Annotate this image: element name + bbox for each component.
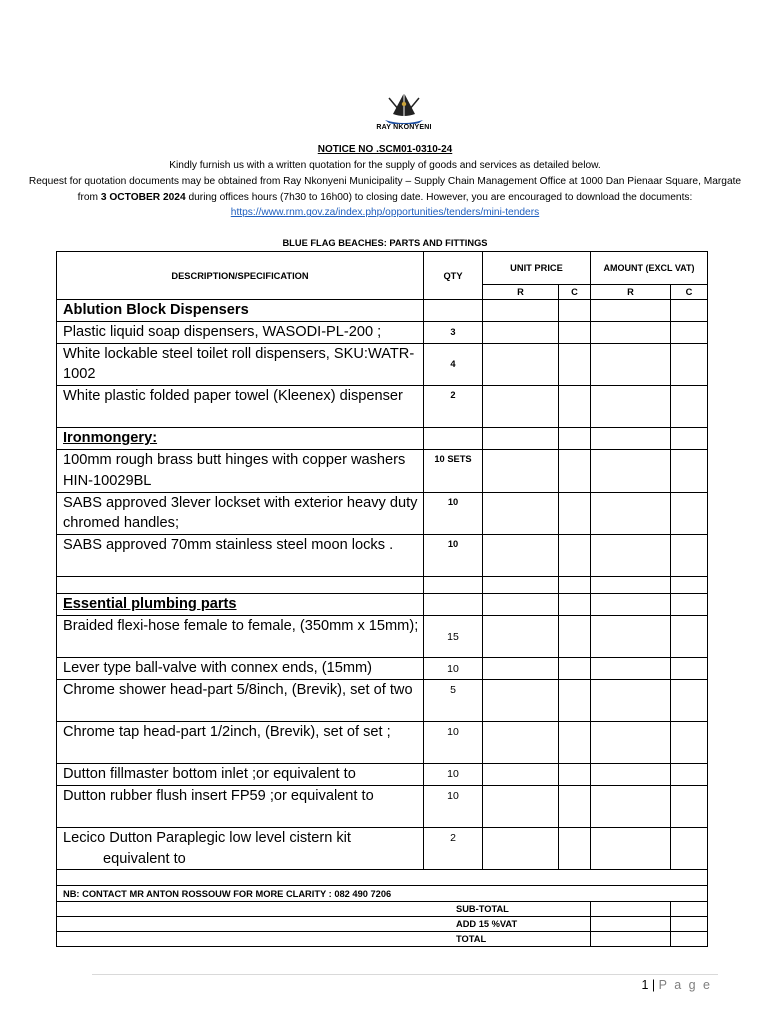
page-label: P a g e <box>658 978 712 992</box>
item-qty: 10 <box>424 785 483 827</box>
table-row <box>57 763 708 785</box>
section-title: Essential plumbing parts <box>57 594 424 616</box>
intro-date: 3 OCTOBER 2024 <box>100 191 186 203</box>
item-qty: 2 <box>424 386 483 428</box>
table-row <box>57 343 708 386</box>
logo-text: RAY NKONYENI <box>376 124 432 131</box>
download-link[interactable]: https://www.rnm.gov.za/index.php/opportunities/tenders/mini-tenders <box>230 207 540 219</box>
item-qty: 10 <box>424 535 483 577</box>
section-row <box>57 300 708 322</box>
item-description: Dutton rubber flush insert FP59 ;or equivalent to <box>57 785 424 827</box>
item-description: 100mm rough brass butt hinges with copper washers HIN-10029BL <box>57 449 424 492</box>
header-unit-r: R <box>483 285 559 300</box>
item-description-line-1: Lecico Dutton Paraplegic low level cistern kit <box>63 829 351 846</box>
intro-line-2-start: Request for quotation documents may be obtained from Ray Nkonyeni Municipality – Supply Chain Management Office at 1000 Dan Pienaar Square, Margate from <box>28 175 742 203</box>
table-row <box>57 658 708 680</box>
section-row <box>57 428 708 450</box>
table-row <box>57 449 708 492</box>
vat-label: ADD 15 %VAT <box>57 917 591 932</box>
total-label: TOTAL <box>57 932 591 947</box>
item-description: Chrome tap head-part 1/2inch, (Brevik), set of set ; <box>57 721 424 763</box>
item-description: SABS approved 3lever lockset with exterior heavy duty chromed handles; <box>57 492 424 535</box>
municipality-logo <box>372 90 436 140</box>
table-row <box>57 785 708 827</box>
item-qty: 15 <box>424 616 483 658</box>
item-qty: 10 <box>424 658 483 680</box>
empty-row <box>57 870 708 886</box>
table-header-row <box>57 252 708 285</box>
section-title: Ironmongery: <box>57 428 424 450</box>
item-qty: 4 <box>424 343 483 386</box>
item-qty: 3 <box>424 321 483 343</box>
item-qty: 10 <box>424 721 483 763</box>
item-description: Braided flexi-hose female to female, (350mm x 15mm); <box>57 616 424 658</box>
item-description-line-2: equivalent to <box>103 850 186 867</box>
header-qty: QTY <box>424 252 483 300</box>
item-description: White plastic folded paper towel (Kleenex) dispenser <box>57 386 424 428</box>
item-description: Lever type ball-valve with connex ends, (15mm) <box>57 658 424 680</box>
table-row <box>57 386 708 428</box>
item-description: SABS approved 70mm stainless steel moon locks . <box>57 535 424 577</box>
intro-line-1: Kindly furnish us with a written quotation for the supply of goods and services as detailed below. <box>169 160 601 171</box>
section-row <box>57 594 708 616</box>
header-amount: AMOUNT (EXCL VAT) <box>591 252 708 285</box>
intro-paragraph <box>20 158 750 221</box>
table-title: BLUE FLAG BEACHES: PARTS AND FITTINGS <box>282 238 488 248</box>
table-row <box>57 616 708 658</box>
table-row <box>57 492 708 535</box>
section-title: Ablution Block Dispensers <box>57 300 424 322</box>
table-row <box>57 321 708 343</box>
page-number-value: 1 <box>641 978 649 992</box>
table-row <box>57 827 708 870</box>
footer-divider <box>92 974 718 975</box>
item-qty: 5 <box>424 679 483 721</box>
item-description <box>57 827 424 870</box>
item-qty: 2 <box>424 827 483 870</box>
item-description: Plastic liquid soap dispensers, WASODI-PL-200 ; <box>57 321 424 343</box>
quotation-table <box>56 251 708 947</box>
empty-row <box>57 577 708 594</box>
header-unit-price: UNIT PRICE <box>483 252 591 285</box>
header-amount-r: R <box>591 285 671 300</box>
page-number <box>641 978 712 992</box>
contact-note: NB: CONTACT MR ANTON ROSSOUW FOR MORE CLARITY : 082 490 7206 <box>57 886 708 902</box>
item-qty: 10 <box>424 763 483 785</box>
subtotal-label: SUB-TOTAL <box>57 902 591 917</box>
table-row <box>57 721 708 763</box>
notice-number: NOTICE NO .SCM01-0310-24 <box>317 144 453 155</box>
item-description: Dutton fillmaster bottom inlet ;or equivalent to <box>57 763 424 785</box>
page-separator: | <box>648 978 659 992</box>
subtotal-row <box>57 902 708 917</box>
table-row <box>57 535 708 577</box>
table-row <box>57 679 708 721</box>
item-description: White lockable steel toilet roll dispensers, SKU:WATR-1002 <box>57 343 424 386</box>
vat-row <box>57 917 708 932</box>
header-unit-c: C <box>559 285 591 300</box>
logo-emblem-icon <box>381 90 427 124</box>
item-qty: 10 <box>424 492 483 535</box>
total-row <box>57 932 708 947</box>
note-row <box>57 886 708 902</box>
header-description: DESCRIPTION/SPECIFICATION <box>57 252 424 300</box>
header-amount-c: C <box>671 285 708 300</box>
intro-line-2-end: during offices hours (7h30 to 16h00) to closing date. However, you are encouraged to download the documents: <box>185 191 693 203</box>
item-qty: 10 SETS <box>424 449 483 492</box>
item-description: Chrome shower head-part 5/8inch, (Brevik), set of two <box>57 679 424 721</box>
